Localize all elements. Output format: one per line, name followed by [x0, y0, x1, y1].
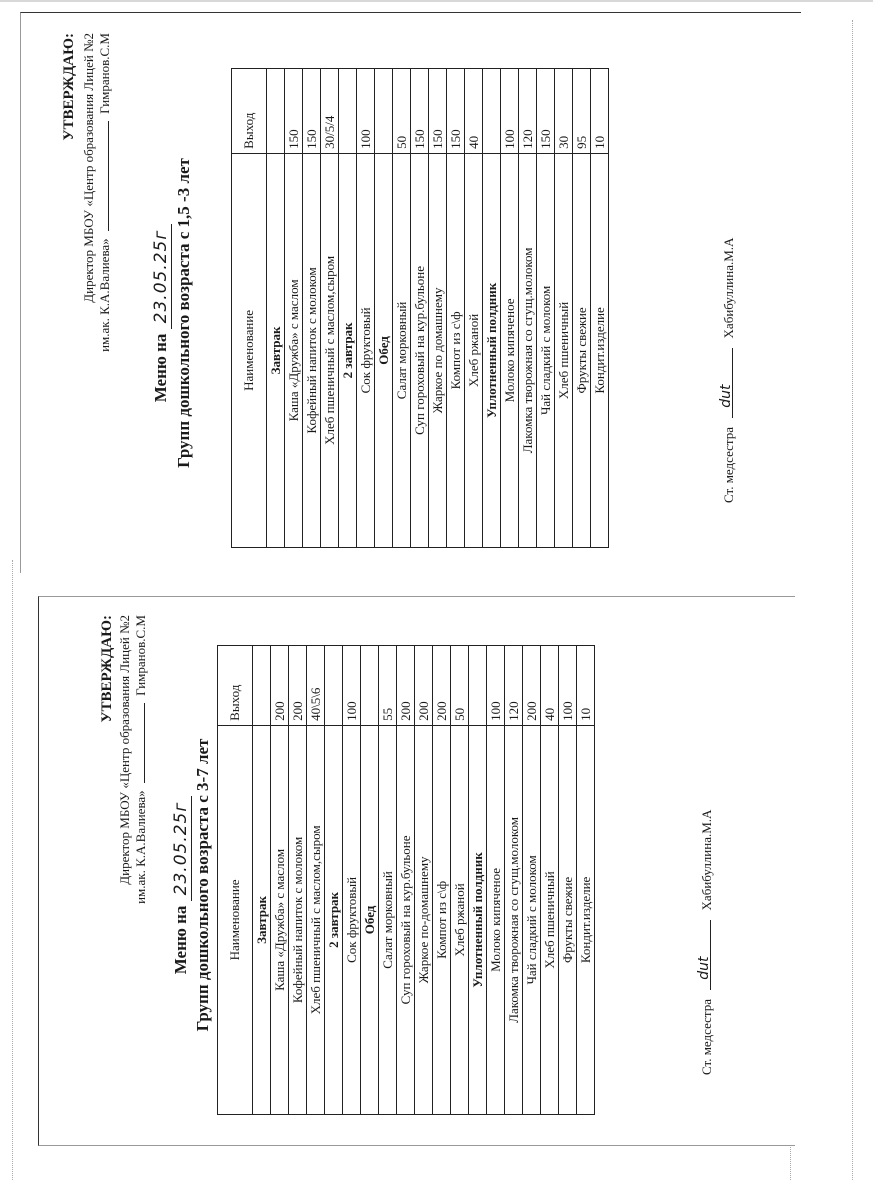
left-dish-output: 100 [559, 646, 577, 726]
left-table-row [487, 646, 505, 1115]
right-group-title: Групп дошкольного возраста с 1,5 -3 лет [174, 158, 193, 468]
left-table-row [325, 646, 343, 1115]
left-signature-handwriting: dut [696, 956, 712, 980]
left-dish-name: Уплотненный полдник [469, 725, 487, 1114]
right-dish-name: Кондит.изделие [591, 153, 609, 547]
left-table-row [541, 646, 559, 1115]
left-header-name: Наименование [218, 725, 253, 1114]
right-dish-name: Жаркое по домашнему [429, 153, 447, 547]
right-dish-output: 150 [429, 69, 447, 154]
scan-dots-right [852, 20, 854, 1180]
left-menu-date: 23.05.25г [171, 796, 192, 902]
right-dish-name: Хлеб пшеничный [555, 153, 573, 547]
right-header-name: Наименование [232, 153, 267, 547]
left-table-row [289, 646, 307, 1115]
left-dish-output: 200 [523, 646, 541, 726]
right-table-row [429, 69, 447, 548]
left-dish-output: 120 [505, 646, 523, 726]
right-signature [718, 237, 737, 503]
right-dish-output: 30/5/4 [321, 69, 339, 154]
left-dish-output: 100 [343, 646, 361, 726]
left-table-row [415, 646, 433, 1115]
right-table-header [232, 69, 267, 548]
left-signature-label: Ст. медсестра [699, 998, 714, 1075]
right-signature-label: Ст. медсестра [721, 426, 736, 503]
left-table-row [253, 646, 271, 1115]
left-table-row [271, 646, 289, 1115]
right-table-row [465, 69, 483, 548]
right-dish-output [483, 69, 501, 154]
left-dish-output: 200 [415, 646, 433, 726]
right-dish-name: Каша «Дружба» с маслом [285, 153, 303, 547]
left-header-output: Выход [218, 646, 253, 726]
scan-dots-left [12, 560, 14, 1180]
left-table-row [505, 646, 523, 1115]
right-menu-title [151, 93, 171, 533]
right-table-row [339, 69, 357, 548]
right-dish-name: 2 завтрак [339, 153, 357, 547]
right-dish-output: 150 [447, 69, 465, 154]
right-dish-output: 100 [501, 69, 519, 154]
scan-edge-top [0, 0, 873, 2]
right-dish-output: 40 [465, 69, 483, 154]
right-dish-output [375, 69, 393, 154]
right-approval-org: им.ак. К.А.Валиева» [97, 238, 112, 352]
right-table-row [573, 69, 591, 548]
left-table-row [523, 646, 541, 1115]
left-dish-name: Жаркое по-домашнему [415, 725, 433, 1114]
left-signature-line [696, 920, 712, 990]
left-table-row [361, 646, 379, 1115]
left-dish-name: Фрукты свежие [559, 725, 577, 1114]
right-table-row [375, 69, 393, 548]
left-signature-name: Хабибуллина.М.А [699, 809, 714, 911]
left-dish-output: 40 [541, 646, 559, 726]
right-sheet-content [21, 13, 801, 573]
left-dish-output: 50 [451, 646, 469, 726]
left-dish-name: Хлеб ржаной [451, 725, 469, 1114]
left-menu-title [171, 665, 191, 1105]
left-dish-name: 2 завтрак [325, 725, 343, 1114]
right-sheet [20, 12, 801, 573]
right-dish-name: Хлеб пшеничный с маслом,сыром [321, 153, 339, 547]
right-dish-name: Суп гороховый на кур.бульоне [411, 153, 429, 547]
right-signature-line [718, 348, 734, 418]
left-dish-output: 40\5\6 [307, 646, 325, 726]
right-dish-name: Фрукты свежие [573, 153, 591, 547]
left-table-row [307, 646, 325, 1115]
right-approval-line2 [97, 33, 113, 403]
right-table-row [393, 69, 411, 548]
left-dish-name: Молоко кипяченое [487, 725, 505, 1114]
left-table-row [397, 646, 415, 1115]
left-dish-name: Чай сладкий с молоком [523, 725, 541, 1114]
right-signature-handwriting: dut [718, 384, 734, 408]
right-dish-name: Лакомка творожная со сгущ.молоком [519, 153, 537, 547]
left-dish-output: 55 [379, 646, 397, 726]
right-table-row [357, 69, 375, 548]
left-table-row [559, 646, 577, 1115]
right-menu-date: 23.05.25г [151, 224, 172, 330]
left-dish-output [469, 646, 487, 726]
left-sheet [38, 596, 795, 1146]
left-dish-name: Кондит.изделие [577, 725, 595, 1114]
right-dish-name: Компот из с\ф [447, 153, 465, 547]
right-approval-director: Гимранов.С.М [97, 33, 112, 114]
right-menu-prefix: Меню на [151, 333, 170, 403]
right-table-row [555, 69, 573, 548]
left-dish-name: Лакомка творожная со сгущ.молоком [505, 725, 523, 1114]
left-sheet-content [39, 597, 795, 1145]
right-approval-line1: Директор МБОУ «Центр образования Лицей №2 [81, 33, 96, 303]
right-table-row [519, 69, 537, 548]
left-dish-output: 200 [271, 646, 289, 726]
left-dish-output [325, 646, 343, 726]
right-dish-output: 150 [285, 69, 303, 154]
right-dish-name: Хлеб ржаной [465, 153, 483, 547]
left-dish-name: Хлеб пшеничный с маслом,сыром [307, 725, 325, 1114]
left-table-row [433, 646, 451, 1115]
right-dish-name: Обед [375, 153, 393, 547]
right-dish-name: Завтрак [267, 153, 285, 547]
right-table-row [501, 69, 519, 548]
right-table-row [591, 69, 609, 548]
right-dish-output: 95 [573, 69, 591, 154]
left-dish-output [253, 646, 271, 726]
left-dish-output: 200 [397, 646, 415, 726]
right-dish-output: 50 [393, 69, 411, 154]
right-table-row [303, 69, 321, 548]
left-signature [696, 809, 715, 1075]
left-dish-output: 200 [289, 646, 307, 726]
left-dish-name: Хлеб пшеничный [541, 725, 559, 1114]
right-dish-name: Молоко кипяченое [501, 153, 519, 547]
right-dish-output: 10 [591, 69, 609, 154]
right-dish-output: 30 [555, 69, 573, 154]
left-dish-output: 10 [577, 646, 595, 726]
left-dish-name: Обед [361, 725, 379, 1114]
left-dish-name: Суп гороховый на кур.бульоне [397, 725, 415, 1114]
left-table-row [379, 646, 397, 1115]
right-table-row [483, 69, 501, 548]
left-approval-director: Гимранов.С.М [133, 615, 148, 696]
right-approval-title: УТВЕРЖДАЮ: [61, 33, 77, 141]
left-menu-table [217, 645, 595, 1115]
right-dish-name: Кофейный напиток с молоком [303, 153, 321, 547]
right-dish-name: Салат морковный [393, 153, 411, 547]
right-dish-output [339, 69, 357, 154]
left-dish-name: Компот из с\ф [433, 725, 451, 1114]
left-approval-line1: Директор МБОУ «Центр образования Лицей №2 [117, 615, 132, 885]
right-dish-name: Сок фруктовый [357, 153, 375, 547]
right-dish-output: 120 [519, 69, 537, 154]
left-dish-output [361, 646, 379, 726]
left-dish-output: 100 [487, 646, 505, 726]
left-approval-org: им.ак. К.А.Валиева» [133, 790, 148, 904]
left-menu-prefix: Меню на [171, 905, 190, 975]
right-table-row [537, 69, 555, 548]
right-dish-output [267, 69, 285, 154]
left-dish-name: Кофейный напиток с молоком [289, 725, 307, 1114]
right-dish-output: 150 [303, 69, 321, 154]
left-table-row [469, 646, 487, 1115]
left-group-title: Групп дошкольного возраста с 3-7 лет [193, 738, 212, 1032]
right-dish-name: Чай сладкий с молоком [537, 153, 555, 547]
left-dish-name: Сок фруктовый [343, 725, 361, 1114]
left-dish-name: Завтрак [253, 725, 271, 1114]
right-table-row [267, 69, 285, 548]
right-dish-output: 100 [357, 69, 375, 154]
left-dish-name: Салат морковный [379, 725, 397, 1114]
left-table-row [451, 646, 469, 1115]
right-signature-name: Хабибуллина.М.А [721, 237, 736, 339]
left-approval-line2 [133, 615, 149, 985]
left-approval-title: УТВЕРЖДАЮ: [99, 615, 115, 723]
right-table-row [411, 69, 429, 548]
left-table-row [343, 646, 361, 1115]
right-table-row [321, 69, 339, 548]
right-header-output: Выход [232, 69, 267, 154]
left-dish-name: Каша «Дружба» с маслом [271, 725, 289, 1114]
left-dish-output: 200 [433, 646, 451, 726]
right-menu-table [231, 68, 609, 548]
right-dish-output: 150 [411, 69, 429, 154]
right-dish-name: Уплотненный полдник [483, 153, 501, 547]
right-table-row [285, 69, 303, 548]
left-table-header [218, 646, 253, 1115]
right-table-row [447, 69, 465, 548]
left-table-row [577, 646, 595, 1115]
right-dish-output: 150 [537, 69, 555, 154]
